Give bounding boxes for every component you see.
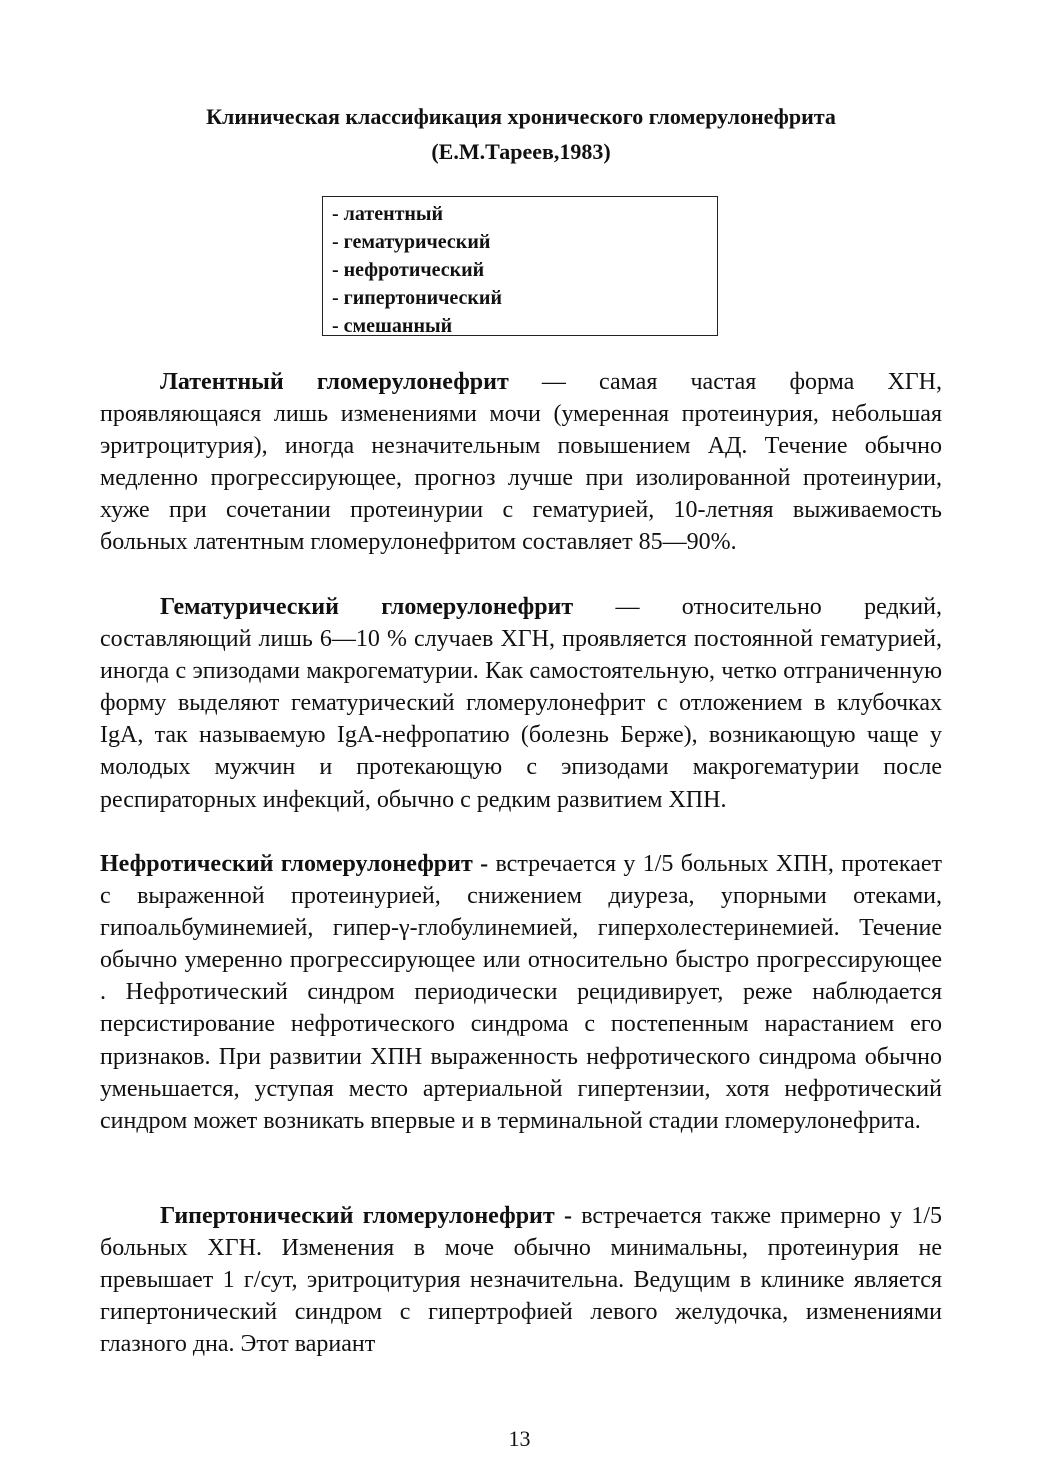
paragraph-nephrotic xyxy=(100,848,942,1137)
paragraph-text: — относительно редкий, составляющий лишь 6—10 % случаев ХГН, проявляется постоянной гематурией, иногда с эпизодами макрогематурии. Как самостоятельную, четко отграниченную форму выделяют гематурический гломерулонефрит с отложением в клубочках IgA, так называемую IgA-нефропатию (болезнь Берже), возникающую чаще у молодых мужчин и протекающую с эпизодами макрогематурии после респираторных инфекций, обычно с редким развитием ХПН. xyxy=(100,594,942,813)
classification-item: - смешанный xyxy=(332,315,453,337)
paragraph-term: Латентный гломерулонефрит xyxy=(160,369,509,395)
paragraph-text: встречается у 1/5 больных ХПН, протекает с выраженной протеинурией, снижением диуреза, упорными отеками, гипоальбуминемией, гипер-γ-глобулинемией, гиперхолестеринемией. Течение обычно умеренно прогрессирующее или относительно быстро прогрессирующее . Нефротический синдром периодически рецидивирует, реже наблюдается персистирование нефротического синдрома с постепенным нарастанием его признаков. При развитии ХПН выраженность нефротического синдрома обычно уменьшается, уступая место артериальной гипертензии, хотя нефротический синдром может возникать впервые и в терминальной стадии гломерулонефрита. xyxy=(100,851,943,1134)
paragraph-term: Нефротический гломерулонефрит - xyxy=(100,851,489,877)
classification-item: - гематурический xyxy=(332,231,491,253)
paragraph-text: встречается также примерно у 1/5 больных ХГН. Изменения в моче обычно минимальны, протеинурия не превышает 1 г/сут, эритроцитурия незначительна. Ведущим в клинике является гипертонический синдром с гипертрофией левого желудочка, изменениями глазного дна. Этот вариант xyxy=(100,1203,942,1358)
classification-item: - гипертонический xyxy=(332,287,502,309)
paragraph-hypertensive xyxy=(100,1200,942,1360)
paragraph-term: Гипертонический гломерулонефрит - xyxy=(160,1203,572,1229)
classification-item: - латентный xyxy=(332,203,444,225)
document-subtitle: (Е.М.Тареев,1983) xyxy=(431,139,611,164)
paragraph-text: — самая частая форма ХГН, проявляющаяся лишь изменениями мочи (умеренная протеинурия, небольшая эритроцитурия), иногда незначительным повышением АД. Течение обычно медленно прогрессирующее, прогноз лучше при изолированной протеинурии, хуже при сочетании протеинурии с гематурией, 10-летняя выживаемость больных латентным гломерулонефритом составляет 85—90%. xyxy=(100,369,942,556)
paragraph-term: Гематурический гломерулонефрит xyxy=(160,594,574,620)
page-number: 13 xyxy=(508,1426,531,1451)
document-title: Клиническая классификация хронического гломерулонефрита xyxy=(206,104,836,129)
paragraph-hematuric xyxy=(100,591,942,816)
classification-box xyxy=(322,196,718,336)
paragraph-latent xyxy=(100,366,942,559)
classification-item: - нефротический xyxy=(332,259,485,281)
